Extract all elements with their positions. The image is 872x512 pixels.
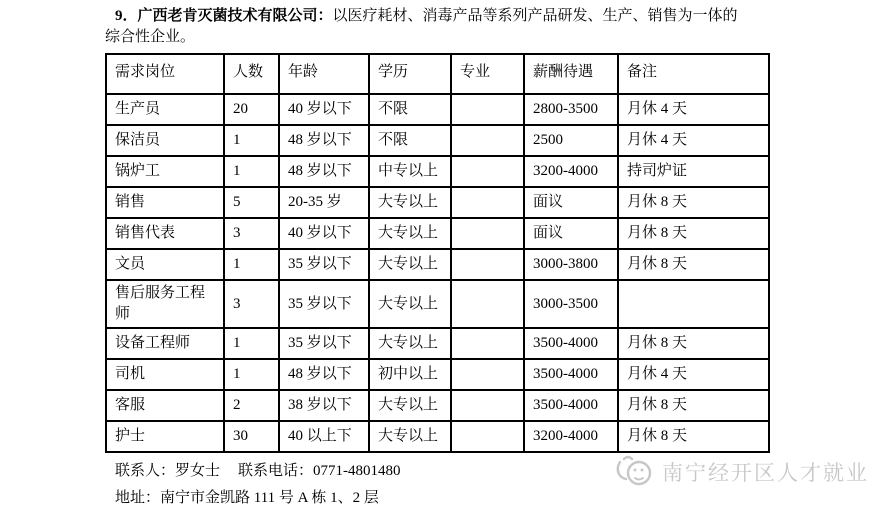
company-description: 以医疗耗材、消毒产品等系列产品研发、生产、销售为一体的综合性企业。: [105, 8, 738, 45]
table-cell: 1: [224, 156, 279, 187]
table-header-cell: 需求岗位: [106, 54, 224, 94]
table-cell: 20-35 岁: [279, 187, 369, 218]
table-cell: 3000-3800: [524, 249, 618, 280]
table-cell: [451, 249, 524, 280]
table-cell: 大专以上: [369, 280, 451, 328]
contact-person-label: 联系人：: [115, 463, 176, 479]
table-cell: 3500-4000: [524, 328, 618, 359]
table-header-cell: 备注: [618, 54, 769, 94]
company-name-heading: 9．广西老肯灭菌技术有限公司：: [115, 8, 333, 24]
table-cell: 3500-4000: [524, 359, 618, 390]
table-cell: 30: [224, 421, 279, 452]
table-cell: 大专以上: [369, 390, 451, 421]
job-table-body: [106, 94, 769, 452]
table-header-cell: 人数: [224, 54, 279, 94]
table-cell: 护士: [106, 421, 224, 452]
table-cell: [451, 187, 524, 218]
table-row: [106, 125, 769, 156]
table-cell: 初中以上: [369, 359, 451, 390]
table-cell: [451, 421, 524, 452]
table-cell: 月休 8 天: [618, 218, 769, 249]
table-row: [106, 359, 769, 390]
table-row: [106, 390, 769, 421]
table-cell: 1: [224, 125, 279, 156]
contact-person-value: 罗女士: [175, 463, 221, 479]
table-cell: 面议: [524, 187, 618, 218]
table-cell: 设备工程师: [106, 328, 224, 359]
table-row: [106, 218, 769, 249]
table-cell: [618, 280, 769, 328]
table-cell: 大专以上: [369, 249, 451, 280]
table-row: [106, 187, 769, 218]
table-header-cell: 专业: [451, 54, 524, 94]
table-cell: [451, 359, 524, 390]
table-cell: 司机: [106, 359, 224, 390]
table-row: [106, 421, 769, 452]
table-cell: 月休 4 天: [618, 94, 769, 125]
table-cell: 40 岁以下: [279, 94, 369, 125]
account-bird-logo-icon: [614, 452, 656, 492]
table-cell: 40 以上下: [279, 421, 369, 452]
table-cell: 5: [224, 187, 279, 218]
table-row: [106, 249, 769, 280]
table-cell: 不限: [369, 94, 451, 125]
contact-phone-value: 0771-4801480: [313, 463, 401, 479]
table-cell: 月休 8 天: [618, 187, 769, 218]
table-cell: 3000-3500: [524, 280, 618, 328]
table-cell: 3: [224, 280, 279, 328]
table-cell: 大专以上: [369, 421, 451, 452]
table-cell: 销售: [106, 187, 224, 218]
table-cell: 文员: [106, 249, 224, 280]
table-cell: 1: [224, 249, 279, 280]
table-cell: 月休 8 天: [618, 328, 769, 359]
table-cell: 客服: [106, 390, 224, 421]
table-cell: 2500: [524, 125, 618, 156]
table-cell: 35 岁以下: [279, 328, 369, 359]
table-cell: 48 岁以下: [279, 359, 369, 390]
table-cell: 2: [224, 390, 279, 421]
table-cell: 锅炉工: [106, 156, 224, 187]
table-cell: 38 岁以下: [279, 390, 369, 421]
table-cell: [451, 156, 524, 187]
table-cell: 1: [224, 328, 279, 359]
table-cell: 48 岁以下: [279, 125, 369, 156]
contact-phone-label: 联系电话：: [238, 463, 314, 479]
table-header-cell: 年龄: [279, 54, 369, 94]
document-content: [105, 6, 768, 512]
address-value: 南宁市金凯路 111 号 A 栋 1、2 层: [160, 490, 379, 506]
table-cell: [451, 218, 524, 249]
table-cell: 大专以上: [369, 218, 451, 249]
table-cell: [451, 94, 524, 125]
table-cell: 2800-3500: [524, 94, 618, 125]
watermark-text: 南宁经开区人才就业: [662, 461, 869, 485]
table-cell: [451, 390, 524, 421]
table-cell: 35 岁以下: [279, 280, 369, 328]
job-table: [105, 53, 770, 453]
address-label: 地址：: [115, 490, 161, 506]
table-cell: [451, 125, 524, 156]
table-cell: 20: [224, 94, 279, 125]
table-cell: [451, 280, 524, 328]
table-cell: 35 岁以下: [279, 249, 369, 280]
table-cell: 3200-4000: [524, 156, 618, 187]
table-cell: 月休 8 天: [618, 390, 769, 421]
table-row: [106, 94, 769, 125]
table-cell: 3: [224, 218, 279, 249]
table-cell: 月休 4 天: [618, 359, 769, 390]
table-header-row: [106, 54, 769, 94]
table-cell: 销售代表: [106, 218, 224, 249]
table-cell: 售后服务工程师: [106, 280, 224, 328]
table-header-cell: 薪酬待遇: [524, 54, 618, 94]
table-cell: 生产员: [106, 94, 224, 125]
table-cell: 中专以上: [369, 156, 451, 187]
watermark: [614, 452, 869, 492]
table-cell: [451, 328, 524, 359]
table-cell: 48 岁以下: [279, 156, 369, 187]
table-cell: 40 岁以下: [279, 218, 369, 249]
table-cell: 3200-4000: [524, 421, 618, 452]
table-row: [106, 280, 769, 328]
table-cell: 面议: [524, 218, 618, 249]
table-cell: 1: [224, 359, 279, 390]
table-cell: 月休 4 天: [618, 125, 769, 156]
table-cell: 月休 8 天: [618, 249, 769, 280]
table-cell: 持司炉证: [618, 156, 769, 187]
table-row: [106, 328, 769, 359]
table-cell: 月休 8 天: [618, 421, 769, 452]
table-header-cell: 学历: [369, 54, 451, 94]
intro-paragraph: [105, 6, 745, 48]
table-cell: 保洁员: [106, 125, 224, 156]
table-row: [106, 156, 769, 187]
table-cell: 不限: [369, 125, 451, 156]
table-cell: 大专以上: [369, 328, 451, 359]
table-cell: 3500-4000: [524, 390, 618, 421]
table-cell: 大专以上: [369, 187, 451, 218]
